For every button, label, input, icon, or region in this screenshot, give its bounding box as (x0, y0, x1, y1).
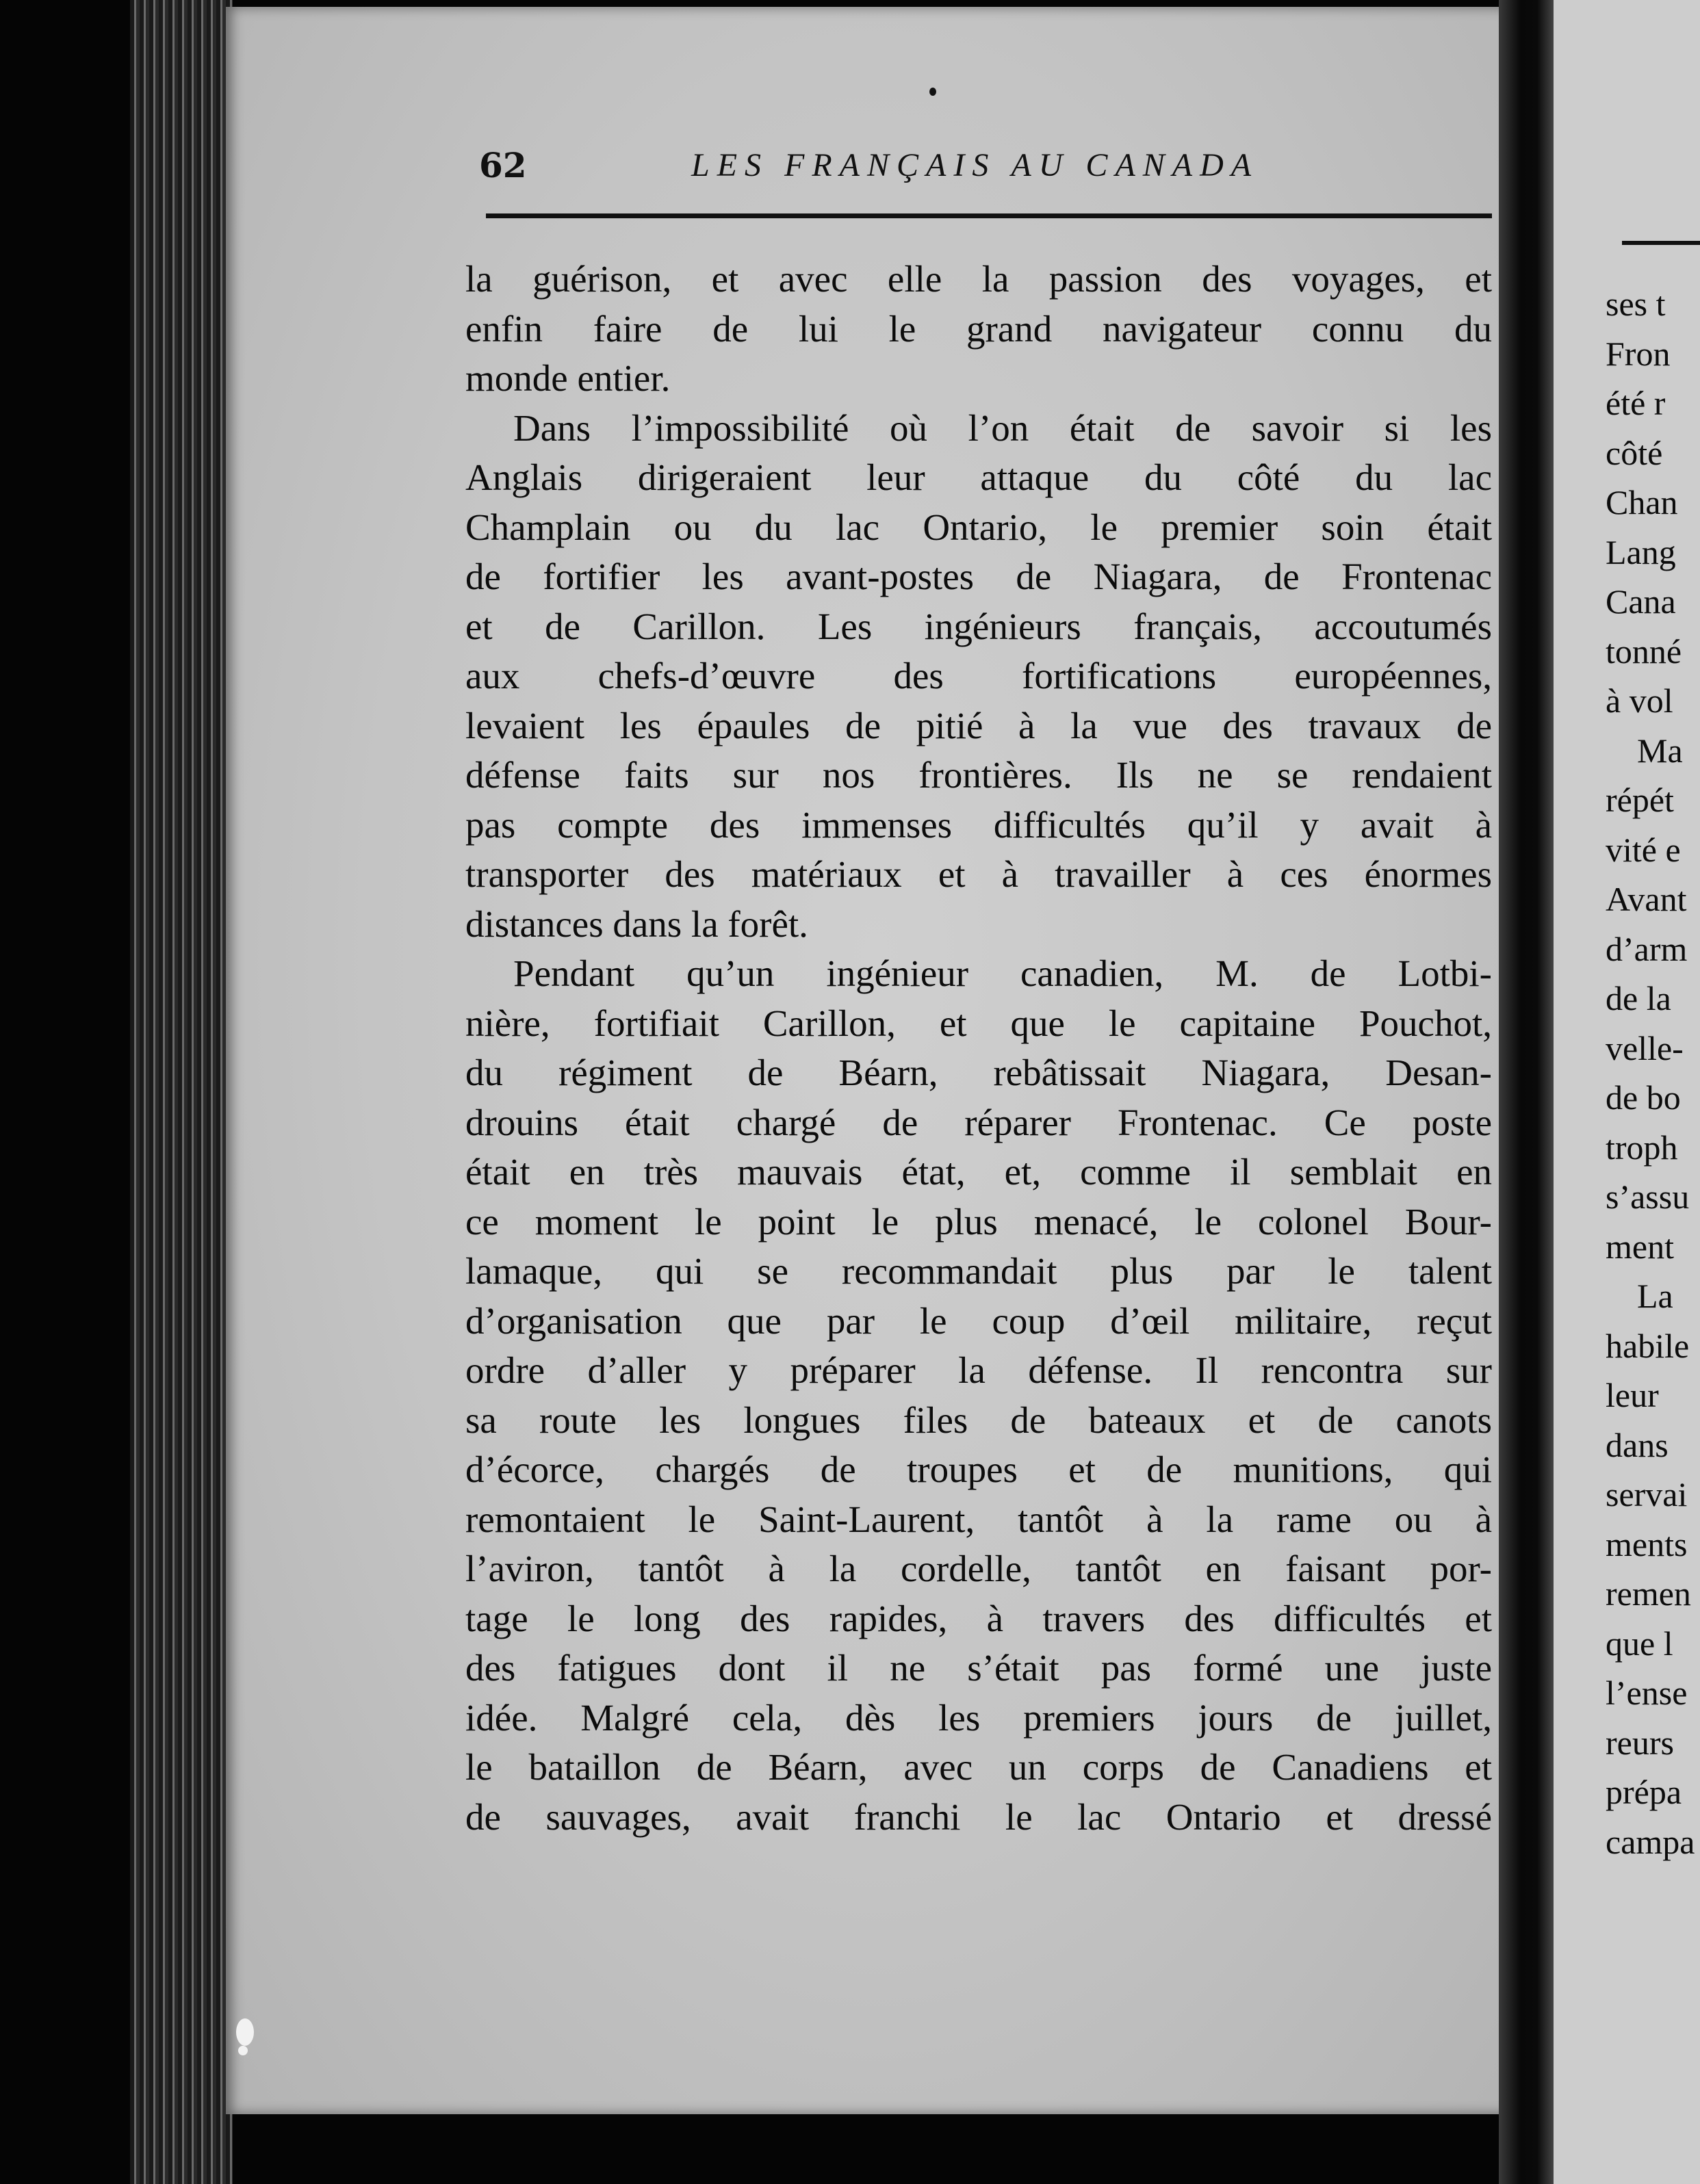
right-page-line: leur (1606, 1376, 1659, 1414)
text-line: distances dans la forêt. (465, 902, 808, 945)
text-line: Anglais dirigeraient leur attaque du côté du lac (465, 456, 1492, 498)
right-page-line: habile (1606, 1326, 1690, 1365)
text-line: Pendant qu’un ingénieur canadien, M. de Lotbi- (513, 952, 1492, 994)
right-page-line: remen (1606, 1574, 1691, 1613)
right-page-line: tonné (1606, 632, 1682, 671)
right-page-line: campa (1606, 1822, 1695, 1861)
right-page-line: ments (1606, 1524, 1688, 1563)
right-page-line: ment (1606, 1227, 1674, 1266)
right-page-text (1606, 279, 1695, 1867)
page-edges (130, 0, 233, 2184)
right-page-line: Fron (1606, 334, 1671, 373)
text-line: d’organisation que par le coup d’œil militaire, reçut (465, 1299, 1492, 1342)
text-line: Champlain ou du lac Ontario, le premier soin était (465, 506, 1492, 548)
text-line: nière, fortifiait Carillon, et que le capitaine Pouchot, (465, 1002, 1492, 1044)
text-line: des fatigues dont il ne s’était pas formé une juste (465, 1647, 1492, 1689)
text-line: l’aviron, tantôt à la cordelle, tantôt en faisant por- (465, 1548, 1492, 1589)
paper-speck (236, 2018, 254, 2046)
text-line: de fortifier les avant-postes de Niagara, de Frontenac (465, 556, 1492, 597)
right-page-line: Ma (1637, 731, 1683, 770)
text-line: ordre d’aller y préparer la défense. Il rencontra sur (465, 1349, 1492, 1391)
text-line: sa route les longues files de bateaux et de canots (465, 1399, 1492, 1441)
right-page-line: de bo (1606, 1078, 1681, 1117)
right-page-line: l’ense (1606, 1674, 1688, 1712)
text-line: lamaque, qui se recommandait plus par le talent (465, 1250, 1492, 1292)
right-page-line: côté (1606, 433, 1663, 472)
body-text (465, 255, 1492, 1842)
text-line: monde entier. (465, 357, 671, 399)
right-page-line: répét (1606, 781, 1674, 819)
right-page-line: prépa (1606, 1773, 1682, 1811)
right-page (1554, 0, 1700, 2184)
right-page-line: troph (1606, 1128, 1678, 1167)
text-line: le bataillon de Béarn, avec un corps de Canadiens et (465, 1746, 1492, 1788)
text-line: remontaient le Saint-Laurent, tantôt à la rame ou à (465, 1498, 1492, 1540)
right-page-line: Chan (1606, 483, 1678, 521)
right-page-line: ses t (1606, 285, 1666, 323)
book-gutter (1499, 0, 1554, 2184)
paper-speck (238, 2046, 248, 2055)
text-line: défense faits sur nos frontières. Ils ne se rendaient (465, 754, 1492, 796)
text-line: aux chefs-d’œuvre des fortifications européennes, (465, 655, 1492, 697)
right-page-line: s’assu (1606, 1178, 1690, 1216)
text-line: du régiment de Béarn, rebâtissait Niagara, Desan- (465, 1052, 1492, 1093)
page-number: 62 (479, 145, 527, 185)
running-title: LES FRANÇAIS AU CANADA (691, 147, 1259, 183)
text-line: transporter des matériaux et à travailler à ces énormes (465, 853, 1492, 895)
right-page-line: Lang (1606, 532, 1676, 571)
text-line: enfin faire de lui le grand navigateur connu du (465, 307, 1492, 350)
right-page-line: vité e (1606, 830, 1681, 869)
right-page-line: La (1637, 1277, 1673, 1315)
right-page-line: que l (1606, 1624, 1673, 1663)
text-line: pas compte des immenses difficultés qu’il y avait à (465, 803, 1492, 846)
header-rule (486, 213, 1492, 218)
right-page-line: d’arm (1606, 929, 1688, 968)
text-line: idée. Malgré cela, dès les premiers jours de juillet, (465, 1696, 1492, 1739)
right-page-line: Cana (1606, 582, 1676, 621)
text-line: drouins était chargé de réparer Frontenac. Ce poste (465, 1101, 1492, 1143)
right-page-line: de la (1606, 979, 1671, 1017)
text-line: et de Carillon. Les ingénieurs français, accoutumés (465, 605, 1492, 647)
right-page-line: dans (1606, 1425, 1669, 1464)
text-line: d’écorce, chargés de troupes et de munitions, qui (465, 1448, 1492, 1490)
text-line: ce moment le point le plus menacé, le colonel Bour- (465, 1200, 1492, 1243)
right-page-line: velle- (1606, 1028, 1684, 1067)
ink-dot (929, 88, 936, 96)
right-page-line: à vol (1606, 681, 1673, 720)
running-header (479, 145, 1495, 200)
text-line: levaient les épaules de pitié à la vue des travaux de (465, 704, 1492, 746)
right-page-line: reurs (1606, 1723, 1674, 1762)
text-line: de sauvages, avait franchi le lac Ontario et dressé (465, 1795, 1492, 1838)
right-page-line: été r (1606, 384, 1666, 422)
right-page-line: servai (1606, 1475, 1688, 1513)
text-line: tage le long des rapides, à travers des difficultés et (465, 1597, 1492, 1639)
text-line: Dans l’impossibilité où l’on était de savoir si les (513, 406, 1492, 449)
right-page-line: Avant (1606, 880, 1687, 918)
text-line: était en très mauvais état, et, comme il semblait en (465, 1151, 1492, 1193)
right-page-rule (1622, 241, 1700, 245)
text-line: la guérison, et avec elle la passion des voyages, et (465, 258, 1492, 300)
